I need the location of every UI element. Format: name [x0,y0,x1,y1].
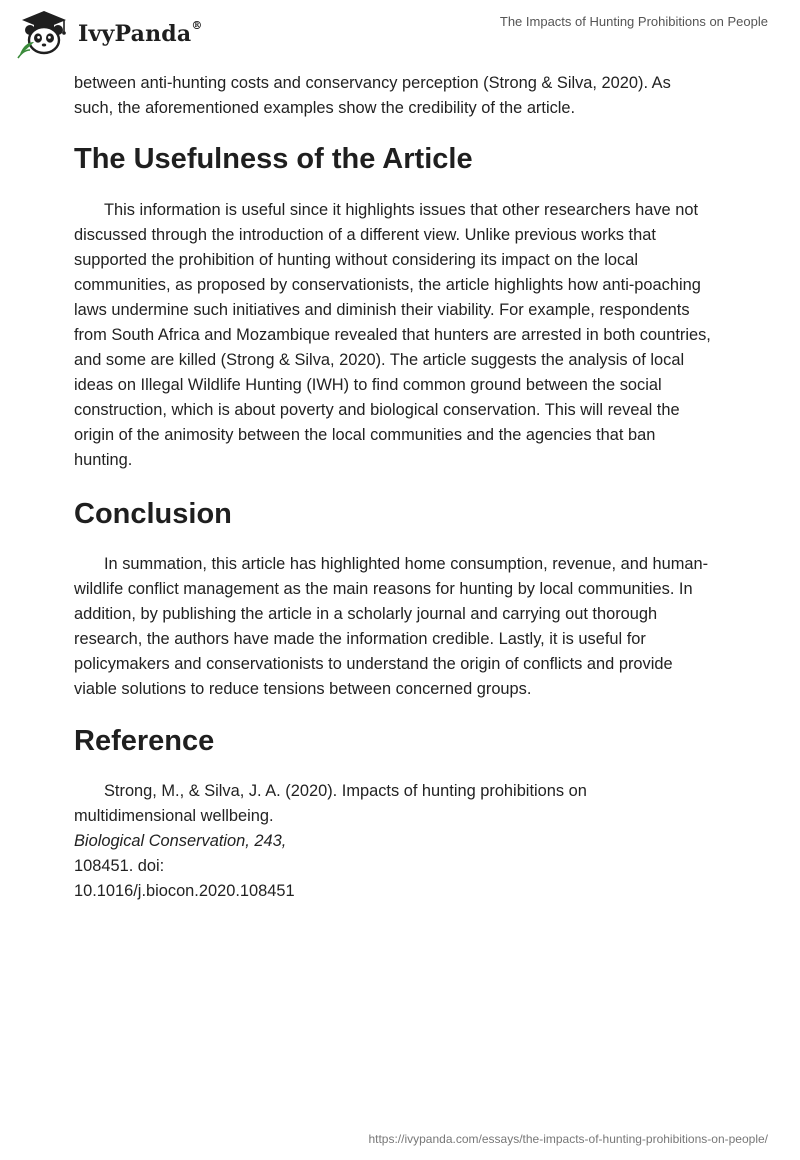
text-line: from South Africa and Mozambique revealed that hunters are arrested in both countries, [74,326,711,344]
text-line: policymakers and conservationists to understand the origin of conflicts and provide [74,655,673,673]
text-line: This information is useful since it highlights issues that other researchers have not [104,201,699,219]
journal-title: Biological Conservation, 243, [74,832,287,850]
ivypanda-logo[interactable] [16,8,203,60]
text-line: supported the prohibition of hunting without considering its impact on the local [74,251,639,269]
text-line: Strong, M., & Silva, J. A. (2020). Impacts of hunting prohibitions on [104,782,587,800]
text-line: between anti-hunting costs and conservancy perception (Strong & Silva, 2020). As [74,74,671,92]
text-line: such, the aforementioned examples show the credibility of the article. [74,99,576,117]
doi-text: 10.1016/j.biocon.2020.108451 [74,882,295,900]
essay-content [74,71,734,904]
text-line: hunting. [74,451,133,469]
text-line: laws undermine such initiatives and diminish their viability. For example, respondents [74,301,690,319]
text-line: ideas on Illegal Wildlife Hunting (IWH) to find common ground between the social [74,376,662,394]
text-line: addition, by publishing the article in a scholarly journal and carrying out thorough [74,605,658,623]
text-line: origin of the animosity between the local communities and the agencies that ban [74,426,656,444]
reference-text: multidimensional wellbeing. [74,807,274,825]
text-line: discussed through the introduction of a different view. Unlike previous works that [74,226,656,244]
brand-name: IvyPanda® [78,19,203,47]
source-url[interactable]: https://ivypanda.com/essays/the-impacts-of-hunting-prohibitions-on-people/ [368,1132,768,1146]
reference-text: 108451. doi: [74,857,165,875]
text-line: wildlife conflict management as the main reasons for hunting by local communities. In [74,580,693,598]
text-line: viable solutions to reduce tensions between concerned groups. [74,680,532,698]
text-line: communities, as proposed by conservationists, the article highlights how anti-poaching [74,276,701,294]
usefulness-paragraph [74,198,734,473]
page-header [0,0,800,70]
conclusion-paragraph [74,552,734,702]
text-line: construction, which is about poverty and biological conservation. This will reveal the [74,401,680,419]
usefulness-heading: The Usefulness of the Article [74,143,473,175]
text-line: and some are killed (Strong & Silva, 2020). The article suggests the analysis of local [74,351,685,369]
reference-heading: Reference [74,725,215,757]
reference-entry [74,779,734,904]
intro-paragraph [74,71,734,121]
text-line [74,804,734,879]
document-title: The Impacts of Hunting Prohibitions on People [499,14,768,29]
text-line: research, the authors have made the information credible. Lastly, it is useful for [74,630,646,648]
conclusion-heading: Conclusion [74,498,232,530]
panda-logo-icon [16,8,72,60]
text-line: In summation, this article has highlighted home consumption, revenue, and human- [104,555,709,573]
